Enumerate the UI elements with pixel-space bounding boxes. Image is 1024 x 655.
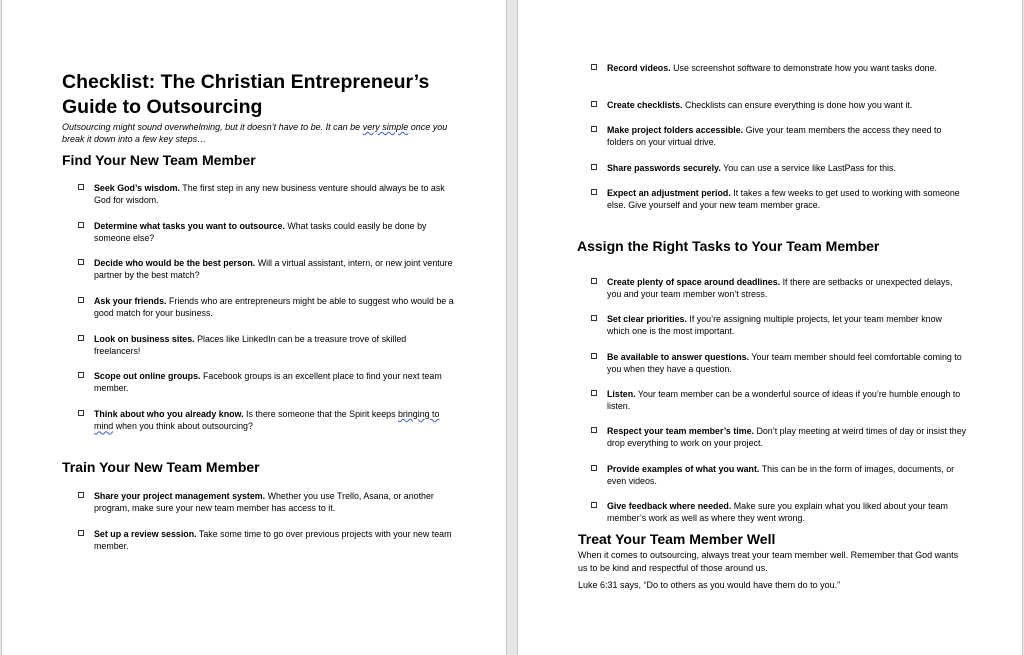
checklist-item: Create checklists. Checklists can ensure everything is done how you want it. [607,99,967,111]
checklist-item: Decide who would be the best person. Will a virtual assistant, intern, or new joint venture partner by the best match? [94,257,454,282]
checklist-item: Seek God’s wisdom. The first step in any new business venture should always be to ask God for wisdom. [94,182,454,207]
checkbox-icon[interactable] [591,164,597,170]
treat-paragraph: When it comes to outsourcing, always treat your team member well. Remember that God wants us to be kind and respectful of those around us. [578,550,959,573]
section-heading-treat: Treat Your Team Member Well [578,531,776,547]
checkbox-icon[interactable] [591,390,597,396]
checkbox-icon[interactable] [591,278,597,284]
checkbox-icon[interactable] [78,184,84,190]
checklist-item: Share passwords securely. You can use a service like LastPass for this. [607,162,967,174]
checkbox-icon[interactable] [78,259,84,265]
spelling-flag: very simple [362,122,409,132]
checklist-item: Think about who you already know. Is there someone that the Spirit keeps bringing to mind when you think about outsourcing? [94,408,454,433]
checklist-item: Listen. Your team member can be a wonderful source of ideas if you’re humble enough to listen. [607,388,967,413]
checklist-item: Create plenty of space around deadlines. If there are setbacks or unexpected delays, you and your team member won’t stress. [607,276,967,301]
checklist-item: Provide examples of what you want. This can be in the form of images, documents, or even videos. [607,463,967,488]
checklist-item: Be available to answer questions. Your team member should feel comfortable coming to you when they have a question. [607,351,967,376]
checklist-item: Share your project management system. Whether you use Trello, Asana, or another program, make sure your new team member has access to it. [94,490,454,515]
checkbox-icon[interactable] [591,427,597,433]
document-title: Checklist: The Christian Entrepreneur’s Guide to Outsourcing [62,71,430,118]
checkbox-icon[interactable] [591,315,597,321]
checkbox-icon[interactable] [78,222,84,228]
checkbox-icon[interactable] [78,335,84,341]
checkbox-icon[interactable] [591,126,597,132]
checklist-item: Set up a review session. Take some time to go over previous projects with your new team member. [94,528,454,553]
checkbox-icon[interactable] [591,353,597,359]
intro-text-a: Outsourcing might sound overwhelming, but it doesn’t have to be. It can be [62,122,363,132]
intro-text-b: once you break it down into a few key steps… [62,122,448,144]
checklist-item: Expect an adjustment period. It takes a few weeks to get used to working with someone else. Give yourself and your new team member grace. [607,187,967,212]
checkbox-icon[interactable] [591,465,597,471]
scripture-quote: Luke 6:31 says, “Do to others as you would have them do to you.” [578,580,841,590]
checklist-item: Ask your friends. Friends who are entrepreneurs might be able to suggest who would be a good match for your business. [94,295,454,320]
checkbox-icon[interactable] [591,64,597,70]
checkbox-icon[interactable] [591,189,597,195]
checklist-item: Scope out online groups. Facebook groups is an excellent place to find your next team member. [94,370,454,395]
checkbox-icon[interactable] [78,410,84,416]
checklist-item: Look on business sites. Places like LinkedIn can be a treasure trove of skilled freelancers! [94,333,454,358]
checkbox-icon[interactable] [591,502,597,508]
checkbox-icon[interactable] [78,372,84,378]
checklist-item: Give feedback where needed. Make sure you explain what you liked about your team member’s work as well as where they went wrong. [607,500,967,525]
section-heading-train: Train Your New Team Member [62,459,260,475]
document-page-2 [517,0,1023,655]
section-heading-find: Find Your New Team Member [62,152,256,168]
checklist-item: Respect your team member’s time. Don’t play meeting at weird times of day or insist they drop everything to work on your project. [607,425,967,450]
checklist-item: Make project folders accessible. Give your team members the access they need to folders on your virtual drive. [607,124,967,149]
checklist-item: Set clear priorities. If you’re assigning multiple projects, let your team member know which one is the most important. [607,313,967,338]
section-heading-assign: Assign the Right Tasks to Your Team Member [577,238,880,254]
checkbox-icon[interactable] [78,297,84,303]
checklist-item: Determine what tasks you want to outsource. What tasks could easily be done by someone else? [94,220,444,245]
intro-paragraph [62,121,462,145]
checklist-item: Record videos. Use screenshot software to demonstrate how you want tasks done. [607,62,967,74]
document-page-1 [1,0,507,655]
checkbox-icon[interactable] [591,101,597,107]
checkbox-icon[interactable] [78,492,84,498]
checkbox-icon[interactable] [78,530,84,536]
